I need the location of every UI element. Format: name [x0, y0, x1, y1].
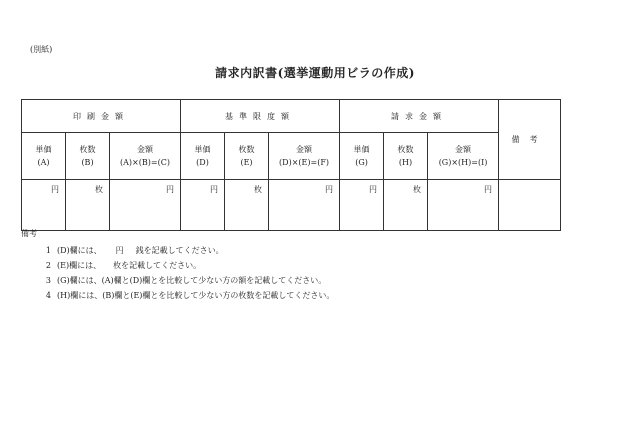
quantity-h-cell[interactable]: 枚 — [384, 180, 428, 231]
remarks-heading: 備考 — [21, 229, 37, 238]
amount-c-header: 金額 (A)×(B)=(C) — [110, 133, 181, 180]
group-print-amount: 印刷金額 — [22, 100, 181, 133]
breakdown-table — [21, 99, 561, 231]
unit-price-a-header: 単価 (A) — [22, 133, 66, 180]
unit-price-d-cell[interactable]: 円 — [181, 180, 225, 231]
unit-price-g-cell[interactable]: 円 — [340, 180, 384, 231]
page-title: 請求内訳書(選挙運動用ビラの作成) — [215, 66, 415, 80]
group-base-limit: 基準限度額 — [181, 100, 340, 133]
remarks-item: 1 (D)欄には、 円 銭を記載してください。 — [45, 246, 224, 255]
notes-header: 備考 — [499, 100, 561, 180]
notes-cell[interactable] — [499, 180, 561, 231]
unit-price-d-header: 単価 (D) — [181, 133, 225, 180]
unit-price-a-cell[interactable]: 円 — [22, 180, 66, 231]
remarks-section — [21, 228, 334, 303]
remarks-item: 3 (G)欄には、(A)欄と(D)欄とを比較して少ない方の額を記載してください。 — [45, 276, 327, 285]
amount-f-cell[interactable]: 円 — [269, 180, 340, 231]
group-claim-amount: 請求金額 — [340, 100, 499, 133]
amount-i-cell[interactable]: 円 — [428, 180, 499, 231]
amount-i-header: 金額 (G)×(H)=(I) — [428, 133, 499, 180]
amount-c-cell[interactable]: 円 — [110, 180, 181, 231]
quantity-b-cell[interactable]: 枚 — [66, 180, 110, 231]
quantity-h-header: 枚数 (H) — [384, 133, 428, 180]
quantity-e-cell[interactable]: 枚 — [225, 180, 269, 231]
quantity-e-header: 枚数 (E) — [225, 133, 269, 180]
unit-price-g-header: 単価 (G) — [340, 133, 384, 180]
amount-f-header: 金額 (D)×(E)=(F) — [269, 133, 340, 180]
remarks-item: 2 (E)欄には、 枚を記載してください。 — [45, 261, 202, 270]
attachment-label: (別紙) — [30, 45, 53, 54]
remarks-item: 4 (H)欄には、(B)欄と(E)欄とを比較して少ない方の枚数を記載してください。 — [45, 291, 335, 300]
quantity-b-header: 枚数 (B) — [66, 133, 110, 180]
